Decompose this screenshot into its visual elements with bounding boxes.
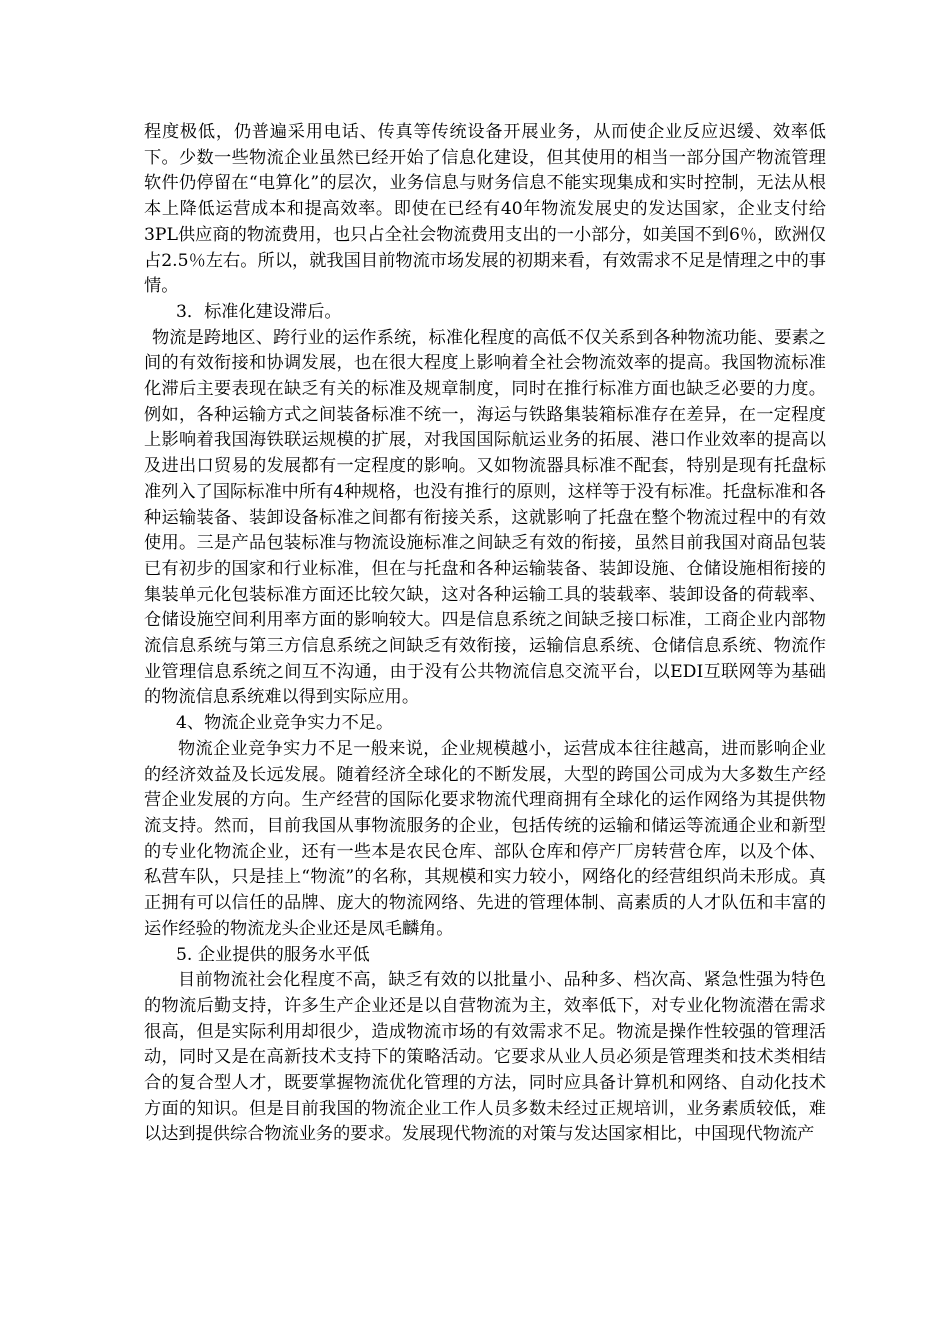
- paragraph-information-level: 程度极低，仍普遍采用电话、传真等传统设备开展业务，从而使企业反应迟缓、效率低下。少数一些物流企业虽然已经开始了信息化建设，但其使用的相当一部分国产物流管理软件仍停留在“电算化”的层次，业务信息与财务信息不能实现集成和实时控制，无法从根本上降低运营成本和提高效率。即使在已经有40年物流发展史的发达国家，企业支付给3PL供应商的物流费用，也只占全社会物流费用支出的一小部分，如美国不到6％，欧洲仅占2.5％左右。所以，就我国目前物流市场发展的初期来看，有效需求不足是情理之中的事情。: [144, 122, 826, 297]
- paragraph-competitiveness: 物流企业竞争实力不足一般来说，企业规模越小，运营成本往往越高，进而影响企业的经济效益及长远发展。随着经济全球化的不断发展，大型的跨国公司成为大多数生产经营企业发展的方向。生产经营的国际化要求物流代理商拥有全球化的运作网络为其提供物流支持。然而，目前我国从事物流服务的企业，包括传统的运输和储运等流通企业和新型的专业化物流企业，还有一些本是农民仓库、部队仓库和停产厂房转营仓库，以及个体、私营车队，只是挂上“物流”的名称，其规模和实力较小，网络化的经营组织尚未形成。真正拥有可以信任的品牌、庞大的物流网络、先进的管理体制、高素质的人才队伍和丰富的运作经验的物流龙头企业还是凤毛麟角。: [144, 738, 826, 939]
- document-page: [144, 120, 826, 1148]
- heading-competitiveness: 4、物流企业竞争实力不足。: [176, 713, 394, 734]
- heading-standardization: 3．标准化建设滞后。: [176, 301, 342, 322]
- heading-service-level: 5. 企业提供的服务水平低: [176, 944, 370, 965]
- paragraph-service-level: 目前物流社会化程度不高，缺乏有效的以批量小、品种多、档次高、紧急性强为特色的物流后勤支持，许多生产企业还是以自营物流为主，效率低下，对专业化物流潜在需求很高，但是实际利用却很少，造成物流市场的有效需求不足。物流是操作性较强的管理活动，同时又是在高新技术支持下的策略活动。它要求从业人员必须是管理类和技术类相结合的复合型人才，既要掌握物流优化管理的方法，同时应具备计算机和网络、自动化技术方面的知识。但是目前我国的物流企业工作人员多数未经过正规培训，业务素质较低，难以达到提供综合物流业务的要求。发展现代物流的对策与发达国家相比，中国现代物流产: [144, 970, 826, 1145]
- paragraph-standardization: 物流是跨地区、跨行业的运作系统，标准化程度的高低不仅关系到各种物流功能、要素之间的有效衔接和协调发展，也在很大程度上影响着全社会物流效率的提高。我国物流标准化滞后主要表现在缺乏有关的标准及规章制度，同时在推行标准方面也缺乏必要的力度。例如，各种运输方式之间装备标准不统一，海运与铁路集装箱标准存在差异，在一定程度上影响着我国海铁联运规模的扩展，对我国国际航运业务的拓展、港口作业效率的提高以及进出口贸易的发展都有一定程度的影响。又如物流器具标准不配套，特别是现有托盘标准列入了国际标准中所有4种规格，也没有推行的原则，这样等于没有标准。托盘标准和各种运输装备、装卸设备标准之间都有衔接关系，这就影响了托盘在整个物流过程中的有效使用。三是产品包装标准与物流设施标准之间缺乏有效的衔接，虽然目前我国对商品包装已有初步的国家和行业标准，但在与托盘和各种运输装备、装卸设施、仓储设施相衔接的集装单元化包装标准方面还比较欠缺，这对各种运输工具的装载率、装卸设备的荷载率、仓储设施空间利用率方面的影响较大。四是信息系统之间缺乏接口标准，工商企业内部物流信息系统与第三方信息系统之间缺乏有效衔接，运输信息系统、仓储信息系统、物流作业管理信息系统之间互不沟通，由于没有公共物流信息交流平台，以EDI互联网等为基础的物流信息系统难以得到实际应用。: [144, 327, 826, 708]
